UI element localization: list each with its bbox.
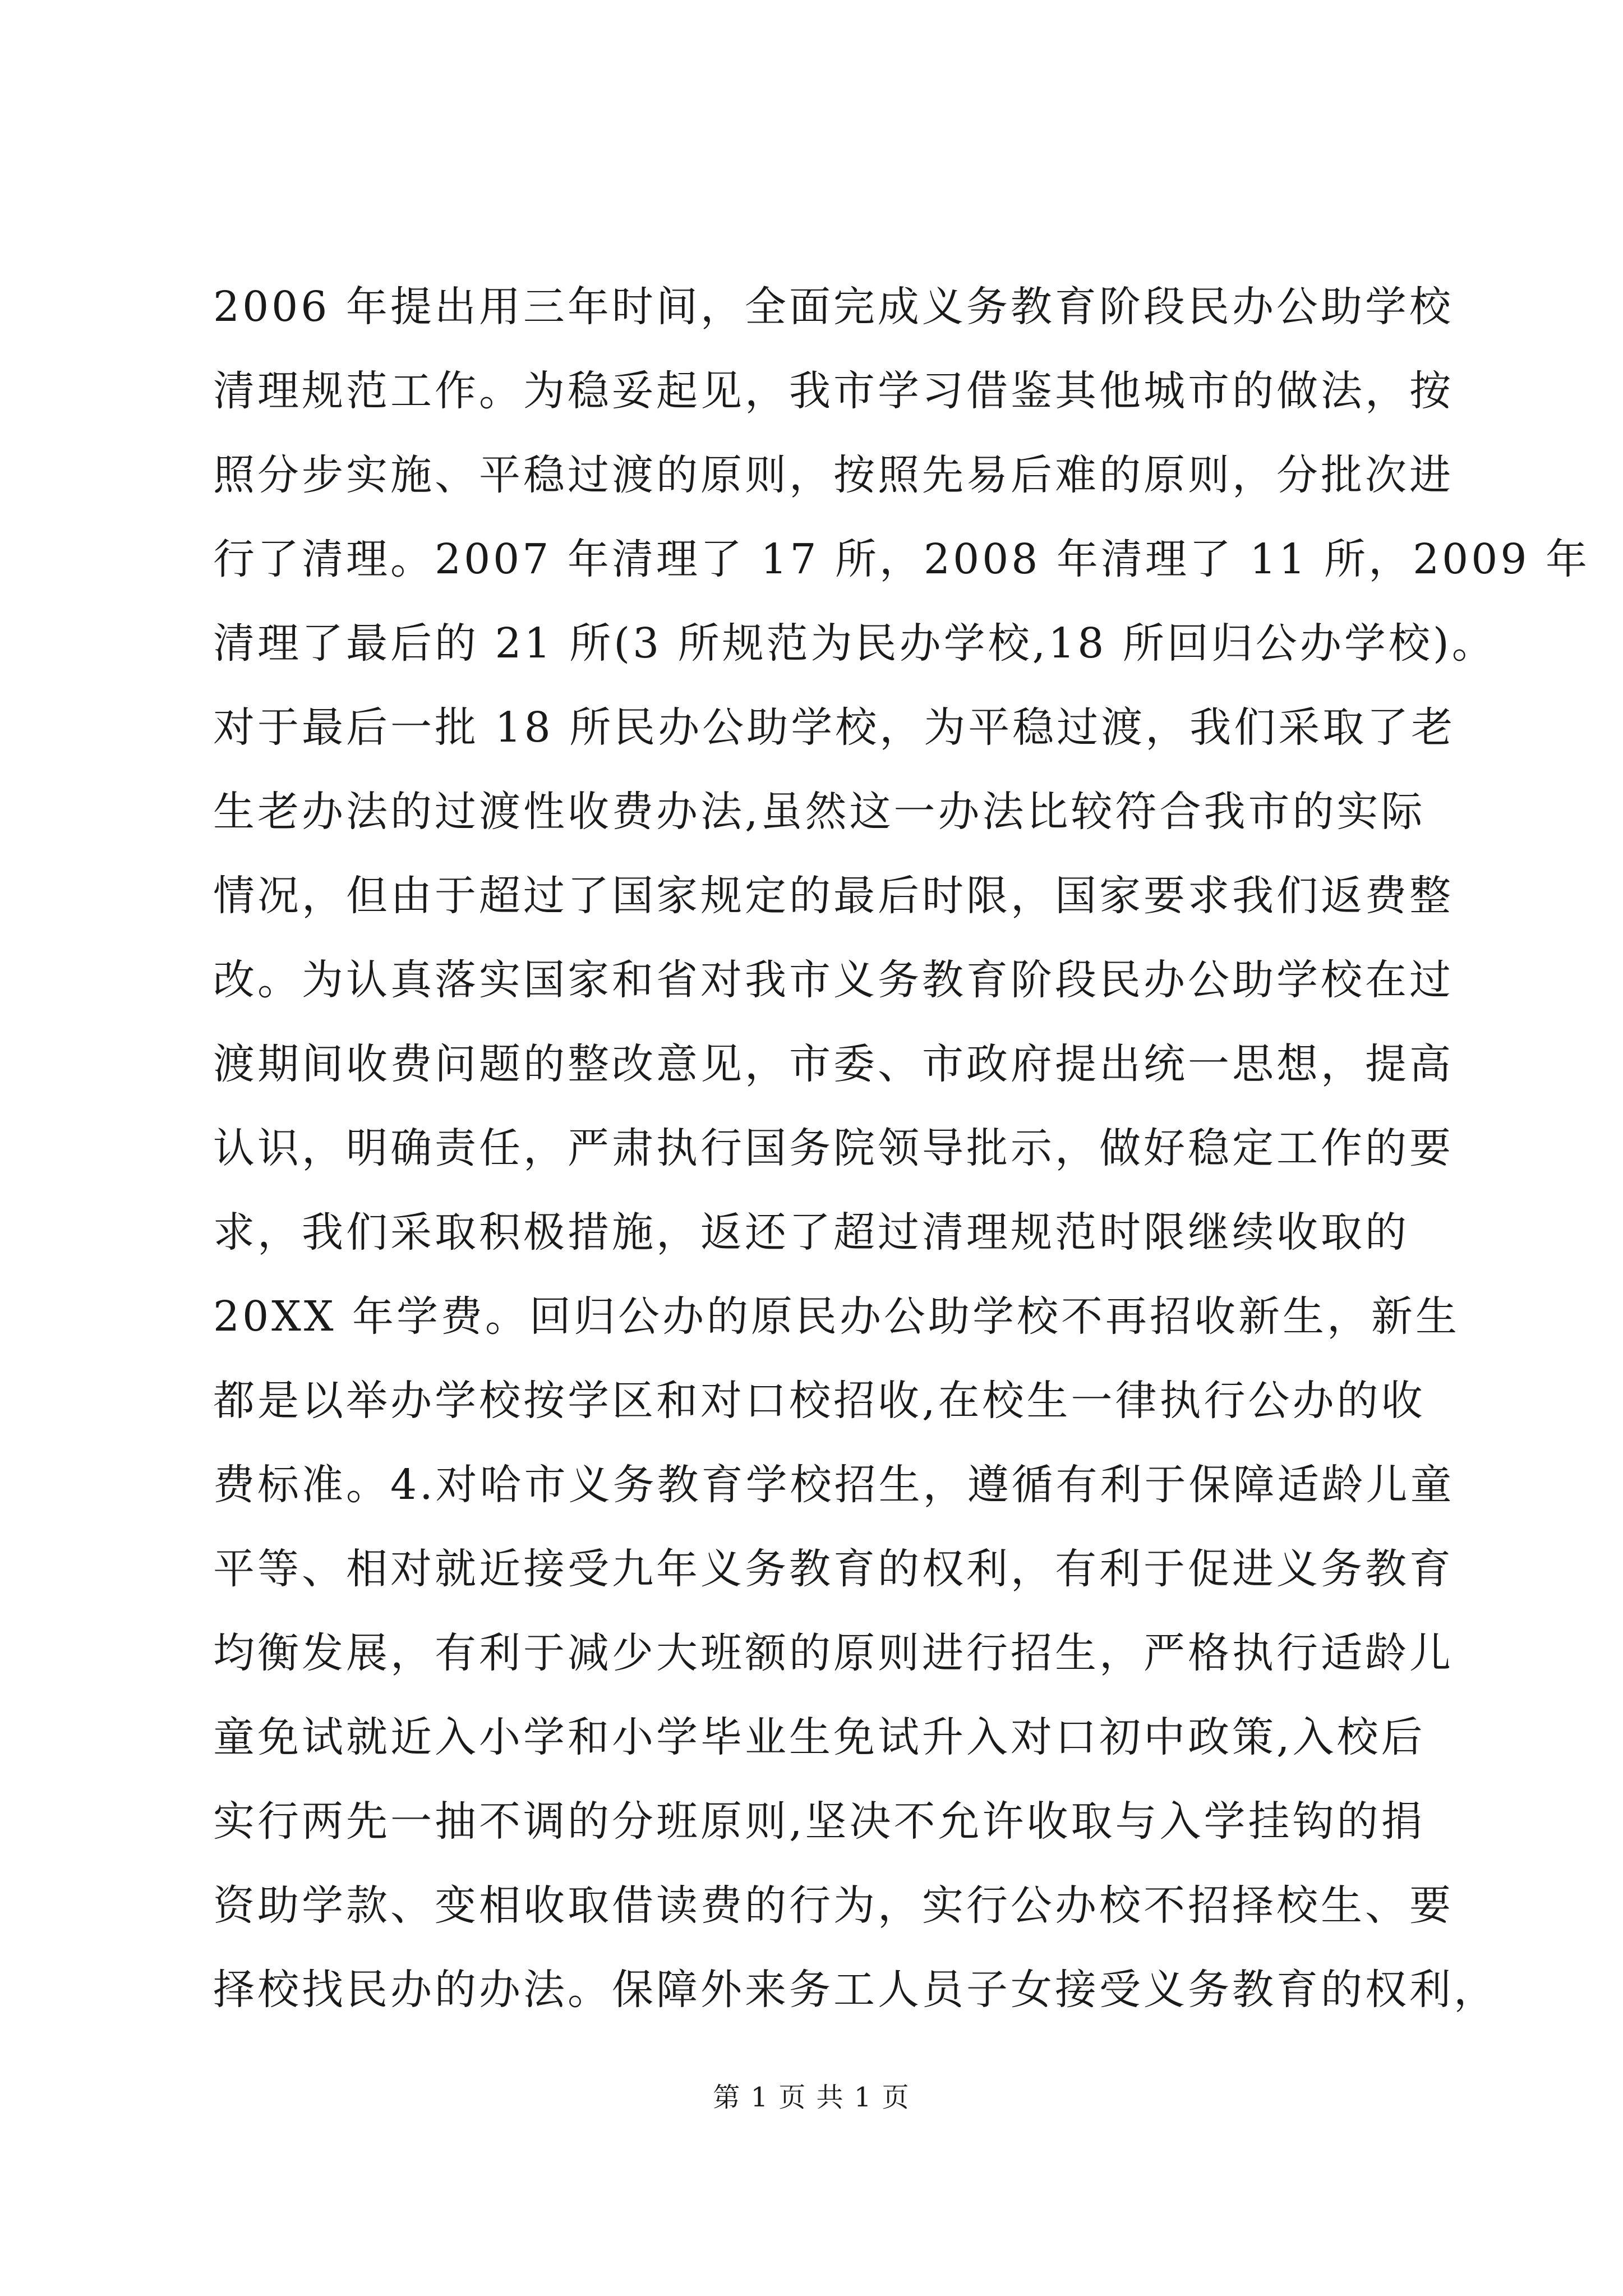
body-line: 生老办法的过渡性收费办法,虽然这一办法比较符合我市的实际 — [213, 788, 1426, 836]
body-line: 清理了最后的 21 所(3 所规范为民办学校,18 所回归公办学校)。 — [213, 619, 1496, 668]
body-line: 2006 年提出用三年时间，全面完成义务教育阶段民办公助学校 — [213, 283, 1454, 331]
body-line: 认识，明确责任，严肃执行国务院领导批示，做好稳定工作的要 — [213, 1124, 1454, 1172]
body-line: 实行两先一抽不调的分班原则,坚决不允许收取与入学挂钩的捐 — [213, 1797, 1426, 1846]
body-line: 择校找民办的办法。保障外来务工人员子女接受义务教育的权利， — [213, 1966, 1498, 2014]
body-line: 清理规范工作。为稳妥起见，我市学习借鉴其他城市的做法，按 — [213, 367, 1454, 415]
body-line: 都是以举办学校按学区和对口校招收,在校生一律执行公办的收 — [213, 1377, 1426, 1425]
page-number-footer: 第 1 页 共 1 页 — [713, 2082, 910, 2113]
body-line: 改。为认真落实国家和省对我市义务教育阶段民办公助学校在过 — [213, 956, 1454, 1004]
body-line: 行了清理。2007 年清理了 17 所，2008 年清理了 11 所，2009 年 — [213, 535, 1590, 583]
body-line: 资助学款、变相收取借读费的行为，实行公办校不招择校生、要 — [213, 1881, 1454, 1930]
body-line: 童免试就近入小学和小学毕业生免试升入对口初中政策,入校后 — [213, 1713, 1426, 1761]
body-line: 费标准。4.对哈市义务教育学校招生，遵循有利于保障适龄儿童 — [213, 1461, 1455, 1509]
body-line: 对于最后一批 18 所民办公助学校，为平稳过渡，我们采取了老 — [213, 703, 1456, 752]
body-line: 求，我们采取积极措施，返还了超过清理规范时限继续收取的 — [213, 1208, 1409, 1257]
body-line: 均衡发展，有利于减少大班额的原则进行招生，严格执行适龄儿 — [213, 1629, 1454, 1677]
body-line: 渡期间收费问题的整改意见，市委、市政府提出统一思想，提高 — [213, 1040, 1454, 1088]
body-line: 平等、相对就近接受九年义务教育的权利，有利于促进义务教育 — [213, 1545, 1454, 1593]
body-line: 照分步实施、平稳过渡的原则，按照先易后难的原则，分批次进 — [213, 451, 1454, 499]
body-line: 情况，但由于超过了国家规定的最后时限，国家要求我们返费整 — [213, 872, 1454, 920]
body-line: 20XX 年学费。回归公办的原民办公助学校不再招收新生，新生 — [213, 1292, 1460, 1341]
document-body — [213, 265, 1590, 2032]
